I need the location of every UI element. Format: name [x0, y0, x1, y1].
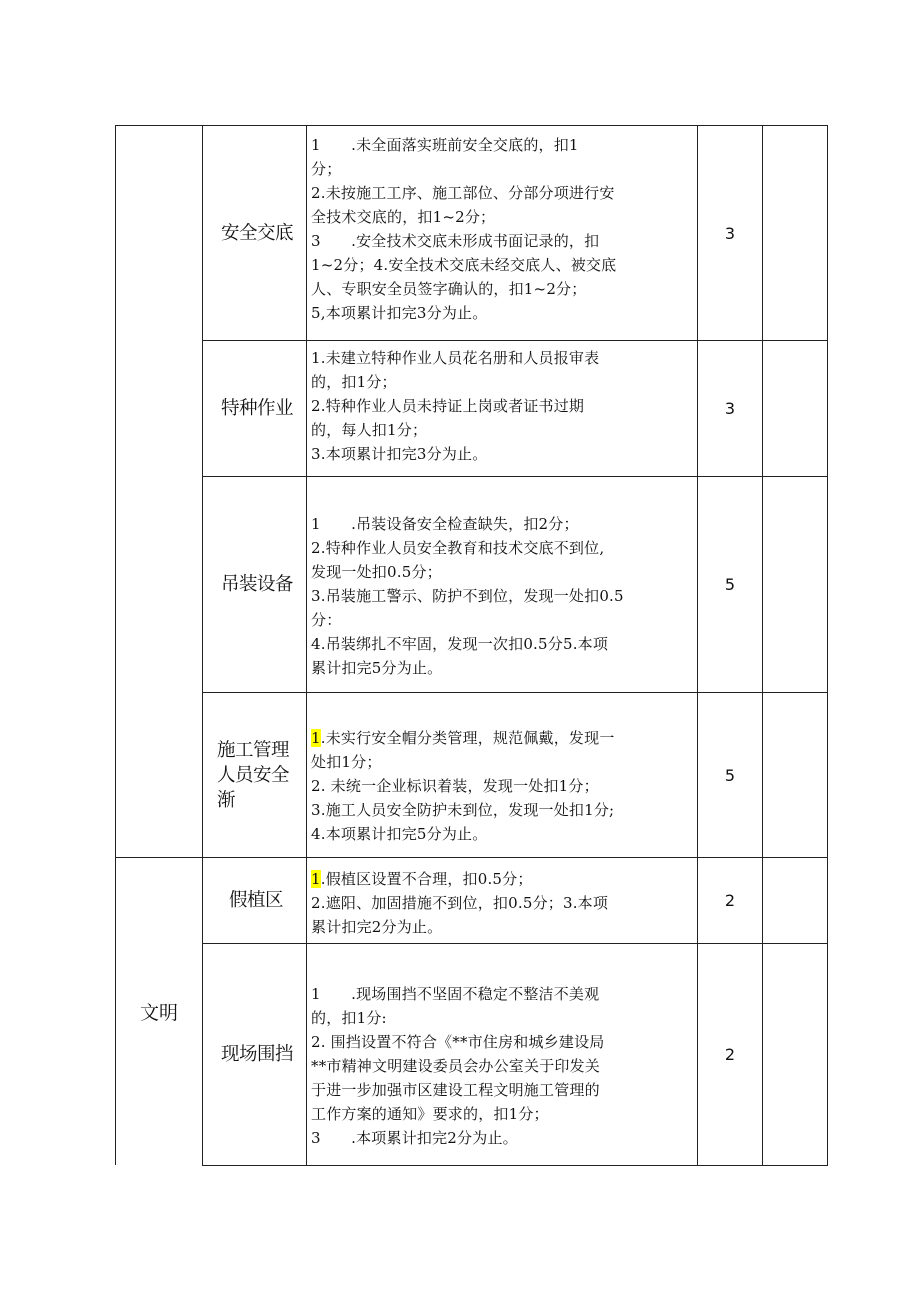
description-line: 人、专职安全员签字确认的，扣1~2分；	[311, 280, 587, 298]
item-cell	[203, 944, 306, 1165]
description-line: 1 .未全面落实班前安全交底的，扣1	[311, 136, 579, 154]
description-line: 累计扣完2分为止。	[311, 918, 443, 936]
score-value: 3	[724, 223, 736, 243]
description-line: 2.特种作业人员安全教育和技术交底不到位,	[311, 539, 605, 557]
description-line: 3.吊装施工警示、防护不到位，发现一处扣0.5	[311, 587, 624, 605]
item-label: 吊装设备	[221, 574, 294, 595]
description-line: 的，扣1分；	[311, 373, 397, 391]
item-cell	[203, 858, 306, 943]
description-cell	[307, 346, 697, 471]
description-line: 分；	[311, 160, 342, 178]
score-value: 2	[724, 1045, 736, 1064]
description-cell	[307, 867, 697, 941]
description-line: 的，每人扣1分；	[311, 421, 428, 439]
description-line: 3 .安全技术交底未形成书面记录的，扣	[311, 232, 600, 250]
score-value: 5	[724, 575, 736, 594]
item-label: 特种作业	[221, 398, 294, 419]
item-cell	[203, 477, 306, 692]
row-divider	[202, 1165, 828, 1166]
description-line: 4.吊装绑扎不牢固，发现一次扣0.5分5.本项	[311, 635, 609, 653]
category-cell	[116, 858, 202, 1165]
description-line: 的，扣1分:	[311, 1009, 387, 1027]
description-line: 1~2分；4.安全技术交底未经交底人、被交底	[311, 256, 617, 274]
score-value: 3	[724, 399, 736, 418]
description-cell	[307, 982, 697, 1157]
description-line: 处扣1分；	[311, 753, 382, 771]
item-label: 假植区	[229, 890, 284, 911]
description-line: 2.特种作业人员未持证上岗或者证书过期	[311, 397, 585, 415]
description-line: **市精神文明建设委员会办公室关于印发关	[311, 1057, 601, 1075]
description-line: 5,本项累计扣完3分为止。	[311, 304, 488, 322]
score-cell	[698, 693, 762, 857]
score-cell	[698, 944, 762, 1165]
description-line: 1 .现场围挡不坚固不稳定不整洁不美观	[311, 985, 600, 1003]
category-label: 文明	[139, 1002, 178, 1024]
description-cell	[307, 726, 697, 852]
description-line: .假植区设置不合理，扣0.5分；	[320, 870, 533, 888]
score-value: 2	[724, 891, 736, 910]
col-divider	[762, 125, 763, 1166]
item-cell	[203, 126, 306, 340]
description-cell	[307, 133, 697, 333]
description-line: 2.未按施工工序、施工部位、分部分项进行安	[311, 184, 615, 202]
item-cell	[203, 693, 306, 857]
description-line: .未实行安全帽分类管理，规范佩戴，发现一	[320, 729, 615, 747]
score-cell	[698, 858, 762, 943]
table-right-border	[827, 125, 828, 1166]
score-value: 5	[724, 765, 736, 785]
description-line: 1.未建立特种作业人员花名册和人员报审表	[311, 349, 600, 367]
description-line: 3.施工人员安全防护未到位，发现一处扣1分;	[311, 801, 615, 819]
description-line: 累计扣完5分为止。	[311, 659, 443, 677]
description-line: 2.遮阳、加固措施不到位，扣0.5分；3.本项	[311, 894, 609, 912]
description-line: 2. 未统一企业标识着装，发现一处扣1分；	[311, 777, 599, 795]
description-line: 工作方案的通知》要求的，扣1分；	[311, 1105, 549, 1123]
description-line: 4.本项累计扣完5分为止。	[311, 825, 488, 843]
description-line: 于进一步加强市区建设工程文明施工管理的	[311, 1081, 600, 1099]
highlighted-number: 1	[311, 870, 321, 888]
evaluation-table	[115, 125, 828, 1165]
description-line: 3 .本项累计扣完2分为止。	[311, 1129, 518, 1147]
item-label-line: 施工管理	[217, 739, 290, 761]
description-line: 分：	[311, 611, 342, 629]
description-line: 1 .吊装设备安全检查缺失，扣2分；	[311, 515, 579, 533]
description-line: 全技术交底的，扣1~2分；	[311, 208, 496, 226]
score-cell	[698, 126, 762, 340]
item-label: 安全交底	[221, 222, 294, 244]
item-label: 现场围挡	[221, 1044, 294, 1065]
description-line: 3.本项累计扣完3分为止。	[311, 445, 488, 463]
item-label-line: 渐	[217, 789, 236, 811]
highlighted-number: 1	[311, 729, 321, 747]
item-label-line: 人员安全	[217, 764, 290, 786]
item-cell	[203, 341, 306, 476]
description-line: 2. 围挡设置不符合《**市住房和城乡建设局	[311, 1033, 605, 1051]
description-line: 发现一处扣0.5分；	[311, 563, 442, 581]
score-cell	[698, 477, 762, 692]
description-cell	[307, 512, 697, 684]
score-cell	[698, 341, 762, 476]
